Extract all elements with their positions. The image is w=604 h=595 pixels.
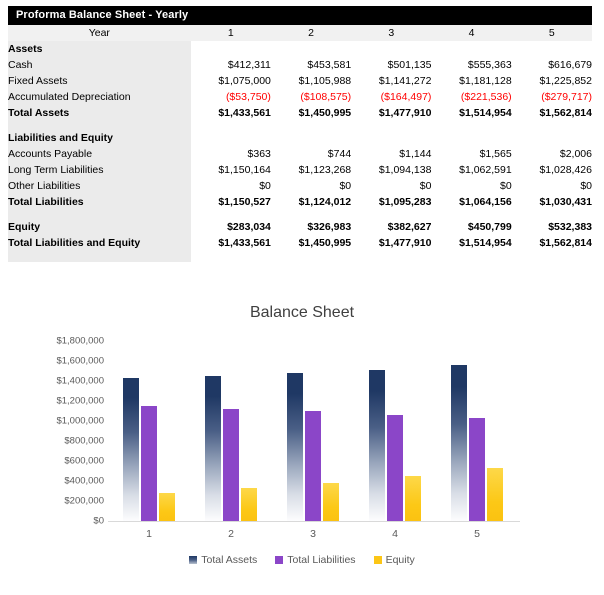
header-year-2: 2 xyxy=(271,25,351,41)
row-value: $363 xyxy=(191,146,271,162)
row-value: $1,075,000 xyxy=(191,73,271,89)
row-label: Other Liabilities xyxy=(8,178,191,194)
spacer-cell xyxy=(512,121,592,130)
row-value xyxy=(351,130,431,146)
y-axis-tick-label: $400,000 xyxy=(64,475,104,487)
table-row xyxy=(8,235,592,251)
table-spacer-row xyxy=(8,210,592,219)
spacer-cell xyxy=(271,121,351,130)
row-value: $326,983 xyxy=(271,219,351,235)
row-value: $1,105,988 xyxy=(271,73,351,89)
table-row xyxy=(8,89,592,105)
legend-swatch-icon xyxy=(275,556,283,564)
row-value: $744 xyxy=(271,146,351,162)
chart-legend xyxy=(0,554,604,566)
chart-title: Balance Sheet xyxy=(249,304,355,321)
table-row xyxy=(8,194,592,210)
row-value: $450,799 xyxy=(431,219,511,235)
spacer-cell xyxy=(8,121,191,130)
row-value: $283,034 xyxy=(191,219,271,235)
bar-assets-year-1 xyxy=(123,378,139,521)
bar-liab-year-2 xyxy=(223,409,239,521)
row-value: $1,477,910 xyxy=(351,235,431,251)
table-spacer-row xyxy=(8,121,592,130)
row-value: $1,064,156 xyxy=(431,194,511,210)
tail-cell xyxy=(8,251,191,262)
row-value xyxy=(431,41,511,57)
row-value: $412,311 xyxy=(191,57,271,73)
legend-item-liab[interactable] xyxy=(275,554,355,566)
bar-assets-year-4 xyxy=(369,370,385,521)
row-value: ($221,536) xyxy=(431,89,511,105)
legend-label: Total Assets xyxy=(201,554,258,566)
row-value: $0 xyxy=(351,178,431,194)
row-value xyxy=(271,130,351,146)
row-value xyxy=(512,130,592,146)
balance-sheet-chart xyxy=(0,296,604,595)
row-value xyxy=(431,130,511,146)
spacer-cell xyxy=(8,210,191,219)
tail-cell xyxy=(191,251,271,262)
row-value: $1,150,164 xyxy=(191,162,271,178)
y-axis-tick-label: $1,400,000 xyxy=(56,375,104,387)
row-label: Long Term Liabilities xyxy=(8,162,191,178)
x-axis-tick-label: 3 xyxy=(310,528,316,540)
spacer-cell xyxy=(351,210,431,219)
y-axis-tick-label: $1,000,000 xyxy=(56,415,104,427)
row-label: Equity xyxy=(8,219,191,235)
row-value: $1,450,995 xyxy=(271,105,351,121)
tail-cell xyxy=(512,251,592,262)
row-label: Total Liabilities and Equity xyxy=(8,235,191,251)
row-value: $1,562,814 xyxy=(512,105,592,121)
row-value xyxy=(191,130,271,146)
row-value: $1,124,012 xyxy=(271,194,351,210)
tail-cell xyxy=(271,251,351,262)
header-year-5: 5 xyxy=(512,25,592,41)
table-row xyxy=(8,130,592,146)
legend-swatch-icon xyxy=(189,556,197,564)
y-axis-tick-label: $600,000 xyxy=(64,455,104,467)
row-value: $1,514,954 xyxy=(431,235,511,251)
row-label: Assets xyxy=(8,41,191,57)
row-label: Liabilities and Equity xyxy=(8,130,191,146)
legend-item-assets[interactable] xyxy=(189,554,257,566)
table-row xyxy=(8,41,592,57)
row-label: Total Liabilities xyxy=(8,194,191,210)
table-tail-row xyxy=(8,251,592,262)
chart-plot-area xyxy=(108,341,518,521)
row-value: $1,028,426 xyxy=(512,162,592,178)
row-value: $0 xyxy=(271,178,351,194)
bar-eq-year-1 xyxy=(159,493,175,521)
x-axis-tick-label: 2 xyxy=(228,528,234,540)
spacer-cell xyxy=(271,210,351,219)
tail-cell xyxy=(351,251,431,262)
balance-sheet-table xyxy=(8,25,592,262)
row-value xyxy=(191,41,271,57)
row-value xyxy=(351,41,431,57)
row-label: Accumulated Depreciation xyxy=(8,89,191,105)
legend-label: Total Liabilities xyxy=(287,554,356,566)
row-value: $1,433,561 xyxy=(191,105,271,121)
row-value: ($108,575) xyxy=(271,89,351,105)
table-row xyxy=(8,162,592,178)
table-row xyxy=(8,73,592,89)
row-value: $532,383 xyxy=(512,219,592,235)
row-value: $2,006 xyxy=(512,146,592,162)
bar-group-year-1 xyxy=(108,341,190,521)
row-value: $1,062,591 xyxy=(431,162,511,178)
row-label: Cash xyxy=(8,57,191,73)
row-value: $1,477,910 xyxy=(351,105,431,121)
table-row xyxy=(8,57,592,73)
x-axis-tick-label: 4 xyxy=(392,528,398,540)
sheet-title: Proforma Balance Sheet - Yearly xyxy=(8,6,592,25)
chart-y-axis xyxy=(0,335,104,527)
spacer-cell xyxy=(191,121,271,130)
bar-liab-year-1 xyxy=(141,406,157,521)
row-value: $1,562,814 xyxy=(512,235,592,251)
spacer-cell xyxy=(351,121,431,130)
table-header-row xyxy=(8,25,592,41)
y-axis-tick-label: $800,000 xyxy=(64,435,104,447)
y-axis-tick-label: $1,200,000 xyxy=(56,395,104,407)
bar-assets-year-2 xyxy=(205,376,221,521)
spacer-cell xyxy=(512,210,592,219)
row-value: $501,135 xyxy=(351,57,431,73)
row-value: $0 xyxy=(191,178,271,194)
bar-liab-year-4 xyxy=(387,415,403,521)
header-year-3: 3 xyxy=(351,25,431,41)
row-value: $1,450,995 xyxy=(271,235,351,251)
row-value: $0 xyxy=(512,178,592,194)
row-value: $1,565 xyxy=(431,146,511,162)
row-value: ($279,717) xyxy=(512,89,592,105)
spacer-cell xyxy=(431,121,511,130)
table-row xyxy=(8,146,592,162)
y-axis-tick-label: $1,800,000 xyxy=(56,335,104,347)
row-value: ($164,497) xyxy=(351,89,431,105)
balance-sheet-block xyxy=(8,6,592,262)
row-value: $1,144 xyxy=(351,146,431,162)
row-value: $1,181,128 xyxy=(431,73,511,89)
bar-eq-year-4 xyxy=(405,476,421,521)
header-year-1: 1 xyxy=(191,25,271,41)
y-axis-tick-label: $1,600,000 xyxy=(56,355,104,367)
legend-label: Equity xyxy=(385,554,415,566)
row-value: $453,581 xyxy=(271,57,351,73)
row-value: $1,030,431 xyxy=(512,194,592,210)
bar-group-year-2 xyxy=(190,341,272,521)
row-value: ($53,750) xyxy=(191,89,271,105)
tail-cell xyxy=(431,251,511,262)
bar-eq-year-5 xyxy=(487,468,503,521)
legend-swatch-icon xyxy=(374,556,382,564)
row-value: $1,514,954 xyxy=(431,105,511,121)
x-axis-tick-label: 1 xyxy=(146,528,152,540)
row-value: $1,094,138 xyxy=(351,162,431,178)
spacer-cell xyxy=(431,210,511,219)
x-axis-tick-label: 5 xyxy=(474,528,480,540)
table-row xyxy=(8,105,592,121)
legend-item-eq[interactable] xyxy=(374,554,415,566)
row-value xyxy=(512,41,592,57)
bar-liab-year-3 xyxy=(305,411,321,521)
bar-liab-year-5 xyxy=(469,418,485,521)
y-axis-tick-label: $200,000 xyxy=(64,495,104,507)
row-value: $1,433,561 xyxy=(191,235,271,251)
row-value: $1,141,272 xyxy=(351,73,431,89)
row-value: $1,150,527 xyxy=(191,194,271,210)
bar-assets-year-5 xyxy=(451,365,467,521)
table-row xyxy=(8,219,592,235)
bar-group-year-4 xyxy=(354,341,436,521)
row-label: Accounts Payable xyxy=(8,146,191,162)
bar-eq-year-3 xyxy=(323,483,339,521)
y-axis-tick-label: $0 xyxy=(93,515,104,527)
row-value: $616,679 xyxy=(512,57,592,73)
row-label: Total Assets xyxy=(8,105,191,121)
row-value: $1,095,283 xyxy=(351,194,431,210)
row-value: $1,225,852 xyxy=(512,73,592,89)
bar-assets-year-3 xyxy=(287,373,303,521)
row-value: $555,363 xyxy=(431,57,511,73)
spacer-cell xyxy=(191,210,271,219)
row-value: $0 xyxy=(431,178,511,194)
row-value: $382,627 xyxy=(351,219,431,235)
chart-axis-line xyxy=(108,521,520,522)
header-year-4: 4 xyxy=(431,25,511,41)
header-year-label: Year xyxy=(8,25,191,41)
row-value xyxy=(271,41,351,57)
row-value: $1,123,268 xyxy=(271,162,351,178)
row-label: Fixed Assets xyxy=(8,73,191,89)
bar-group-year-3 xyxy=(272,341,354,521)
bar-eq-year-2 xyxy=(241,488,257,521)
table-row xyxy=(8,178,592,194)
bar-group-year-5 xyxy=(436,341,518,521)
